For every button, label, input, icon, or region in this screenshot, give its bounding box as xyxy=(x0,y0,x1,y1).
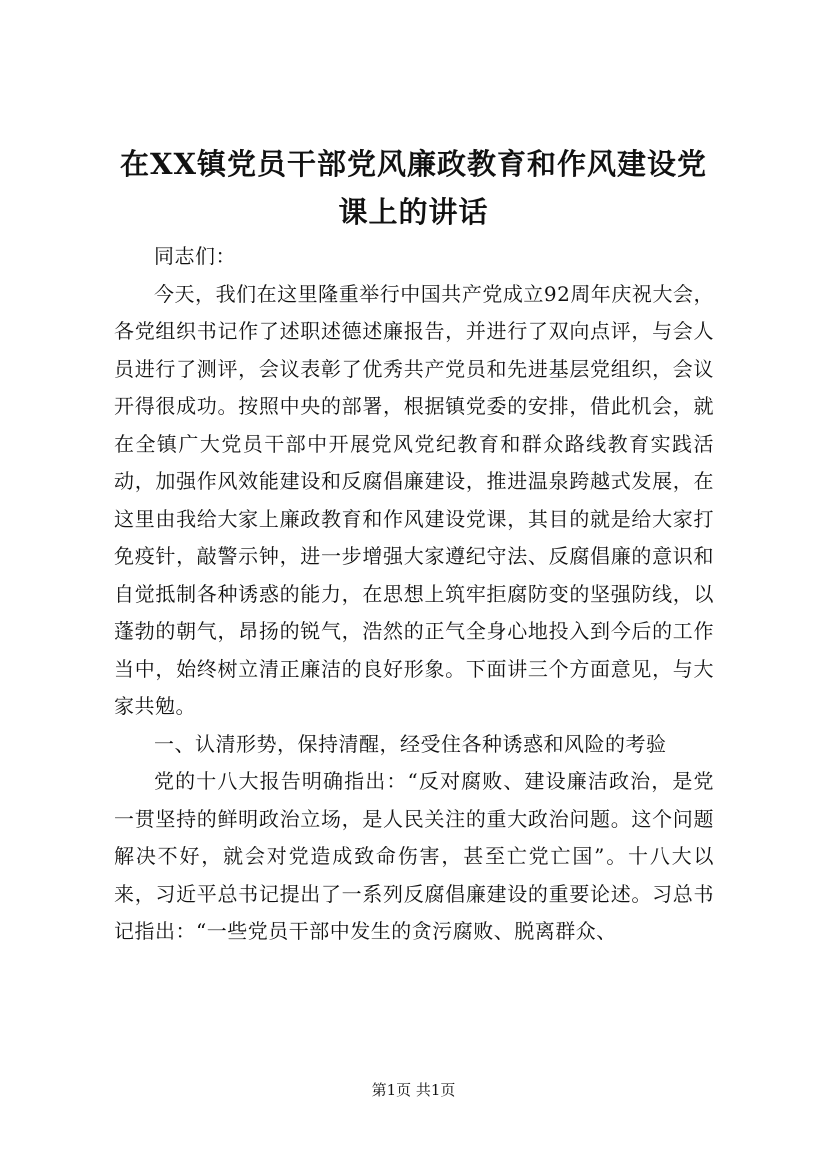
title-line-1: 在XX镇党员干部党风廉政教育和作风建设党 xyxy=(119,147,707,181)
document-body xyxy=(114,238,714,951)
paragraph-intro: 今天，我们在这里隆重举行中国共产党成立92周年庆祝大会，各党组织书记作了述职述德述廉报告，并进行了双向点评，与会人员进行了测评，会议表彰了优秀共产党员和先进基层党组织，会议开得很成功。按照中央的部署，根据镇党委的安排，借此机会，就在全镇广大党员干部中开展党风党纪教育和群众路线教育实践活动，加强作风效能建设和反腐倡廉建设，推进温泉跨越式发展，在这里由我给大家上廉政教育和作风建设党课，其目的就是给大家打免疫针，敲警示钟，进一步增强大家遵纪守法、反腐倡廉的意识和自觉抵制各种诱惑的能力，在思想上筑牢拒腐防变的坚强防线，以蓬勃的朝气，昂扬的锐气，浩然的正气全身心地投入到今后的工作当中，始终树立清正廉洁的良好形象。下面讲三个方面意见，与大家共勉。 xyxy=(114,281,714,718)
page-footer: 第1页 共1页 xyxy=(371,1081,456,1099)
paragraph-section-1: 党的十八大报告明确指出：“反对腐败、建设廉洁政治，是党一贯坚持的鲜明政治立场，是人民关注的重大政治问题。这个问题解决不好，就会对党造成致命伤害，甚至亡党亡国”。十八大以来，习近平总书记提出了一系列反腐倡廉建设的重要论述。习总书记指出：“一些党员干部中发生的贪污腐败、脱离群众、 xyxy=(114,769,714,943)
salutation: 同志们： xyxy=(154,244,236,268)
title-line-2: 课上的讲话 xyxy=(338,195,489,229)
document-title xyxy=(100,140,727,236)
section-heading-1: 一、认清形势，保持清醒，经受住各种诱惑和风险的考验 xyxy=(154,731,667,756)
